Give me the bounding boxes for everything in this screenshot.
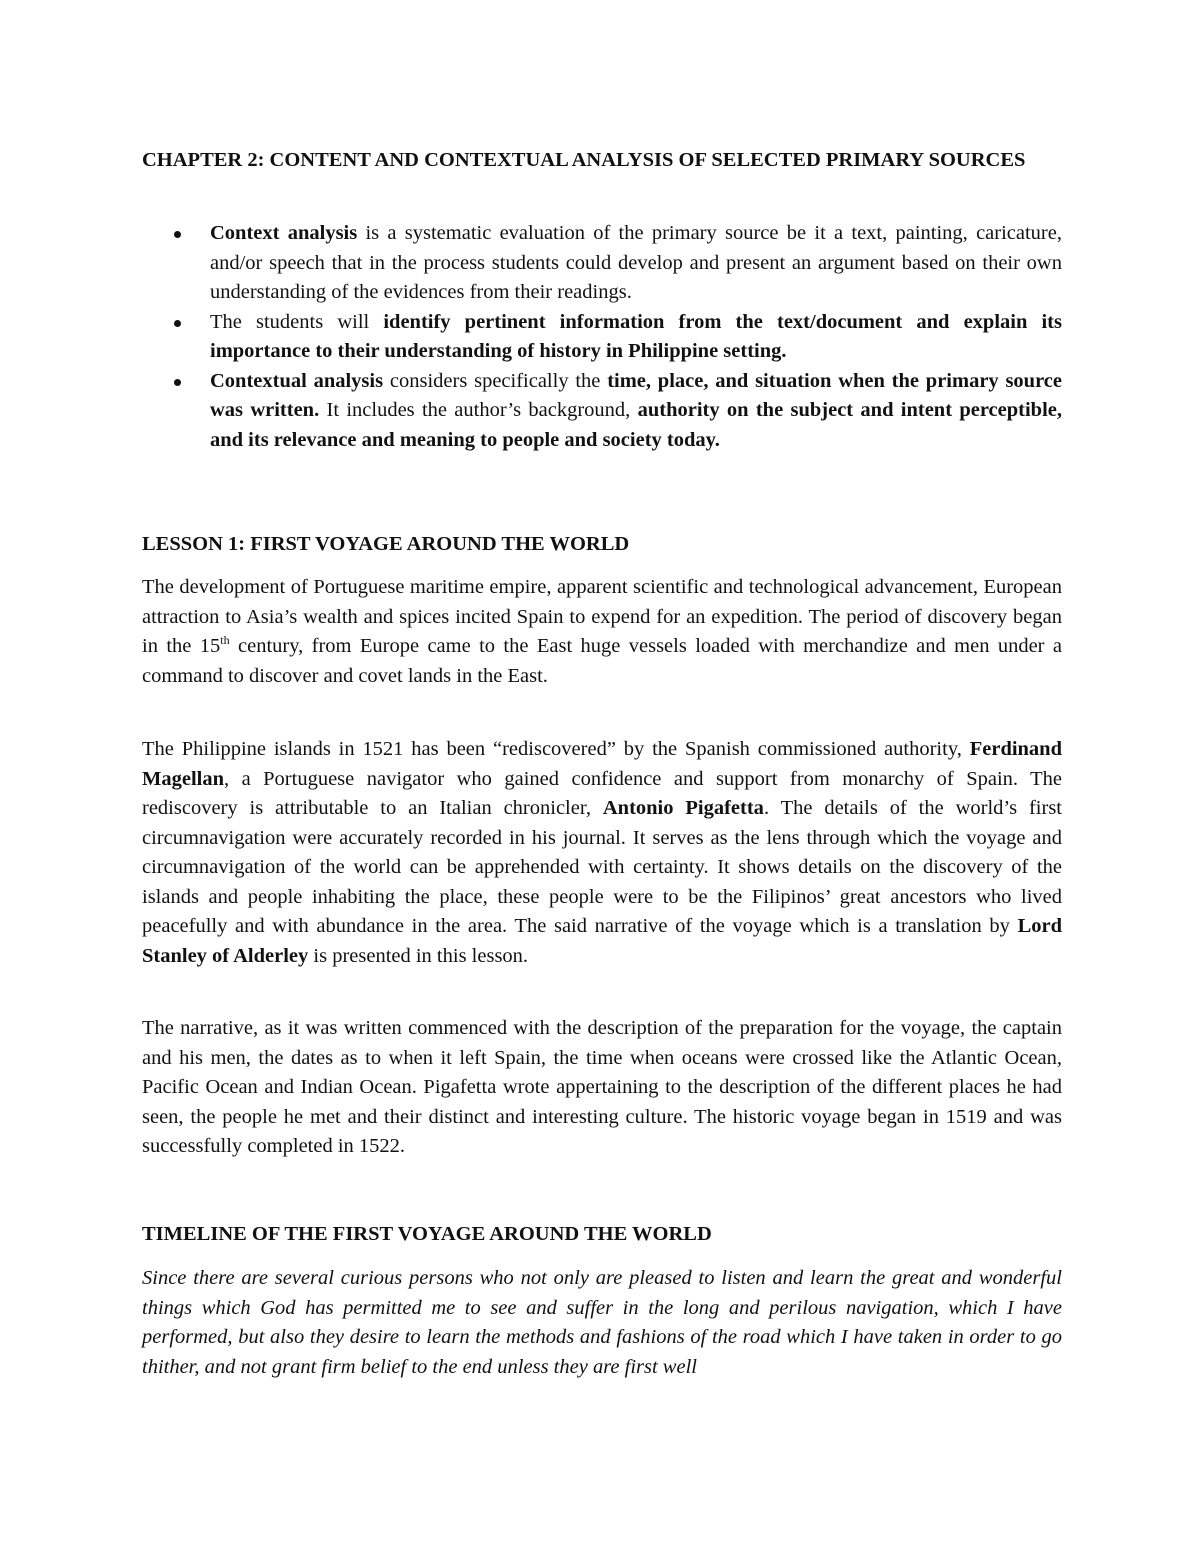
bullet-item: [142, 308, 1062, 367]
bullet-text: It includes the author’s background,: [319, 399, 638, 421]
bullet-icon: [174, 231, 181, 238]
bullet-icon: [174, 320, 181, 327]
ordinal-suffix: th: [220, 633, 230, 647]
paragraph-text: century, from Europe came to the East huge vessels loaded with merchandize and men under a command to discover and covet lands in the East.: [142, 635, 1062, 687]
bullet-text: The students will: [210, 310, 384, 333]
paragraph-intro: [142, 573, 1062, 691]
name-pigafetta: Antonio Pigafetta: [602, 797, 764, 819]
lesson-heading: LESSON 1: FIRST VOYAGE AROUND THE WORLD: [142, 533, 630, 555]
bullet-emphasis: identify pertinent information from the text/document and explain its importance to their understanding of history in Philippine setting.: [210, 310, 1062, 362]
paragraph-text: , a Portuguese navigator who gained confidence and support from monarchy of Spain. The rediscovery is attributable to an Italian chronicler,: [142, 767, 1062, 819]
bullet-text: considers specifically the: [383, 369, 608, 392]
bullet-item: [142, 367, 1062, 456]
bullet-emphasis: authority on the subject and intent perceptible, and its relevance and meaning to people and society today.: [210, 399, 1062, 451]
paragraph-text: The development of Portuguese maritime empire, apparent scientific and technological advancement, European attraction to Asia’s wealth and spices incited Spain to expend for an expedition. The period of discovery began in the 15: [142, 576, 1062, 657]
bullet-term: Context analysis: [210, 222, 358, 244]
paragraph-narrative: The narrative, as it was written commenced with the description of the preparation for the voyage, the captain and his men, the dates as to when it left Spain, the time when oceans were crossed like the Atlantic Ocean, Pacific Ocean and Indian Ocean. Pigafetta wrote appertaining to the description of the different places he had seen, the people he met and their distinct and interesting culture. The historic voyage began in 1519 and was successfully completed in 1522.: [142, 1017, 1062, 1157]
bullet-list: [142, 219, 1062, 455]
quote-paragraph: Since there are several curious persons who not only are pleased to listen and learn the great and wonderful things which God has permitted me to see and suffer in the long and perilous navigation, which I have performed, but also they desire to learn the methods and fashions of the road which I have taken in order to go thither, and not grant firm belief to the end unless they are first well: [142, 1267, 1062, 1378]
bullet-emphasis: time, place, and situation when the primary source was written.: [210, 369, 1063, 421]
chapter-heading: CHAPTER 2: CONTENT AND CONTEXTUAL ANALYSIS OF SELECTED PRIMARY SOURCES: [142, 149, 1026, 171]
bullet-icon: [174, 379, 181, 386]
name-stanley: Lord Stanley of Alderley: [142, 915, 1062, 967]
timeline-heading: TIMELINE OF THE FIRST VOYAGE AROUND THE WORLD: [142, 1223, 712, 1245]
bullet-item: [142, 219, 1062, 308]
name-magellan: Ferdinand Magellan: [142, 738, 1062, 790]
bullet-term: Contextual analysis: [210, 369, 384, 392]
paragraph-text: is presented in this lesson.: [308, 944, 529, 967]
paragraph-rediscovery: [142, 735, 1062, 971]
bullet-text: is a systematic evaluation of the primary source be it a text, painting, caricature, and/or speech that in the process students could develop and present an argument based on their own understanding of the evidences from their readings.: [210, 222, 1062, 303]
paragraph-text: The Philippine islands in 1521 has been “rediscovered” by the Spanish commissioned authority,: [142, 738, 970, 760]
paragraph-text: . The details of the world’s first circumnavigation were accurately recorded in his journal. It serves as the lens through which the voyage and circumnavigation of the world can be apprehended with certainty. It shows details on the discovery of the islands and people inhabiting the place, these people were to be the Filipinos’ great ancestors who lived peacefully and with abundance in the area. The said narrative of the voyage which is a translation by: [142, 797, 1063, 937]
